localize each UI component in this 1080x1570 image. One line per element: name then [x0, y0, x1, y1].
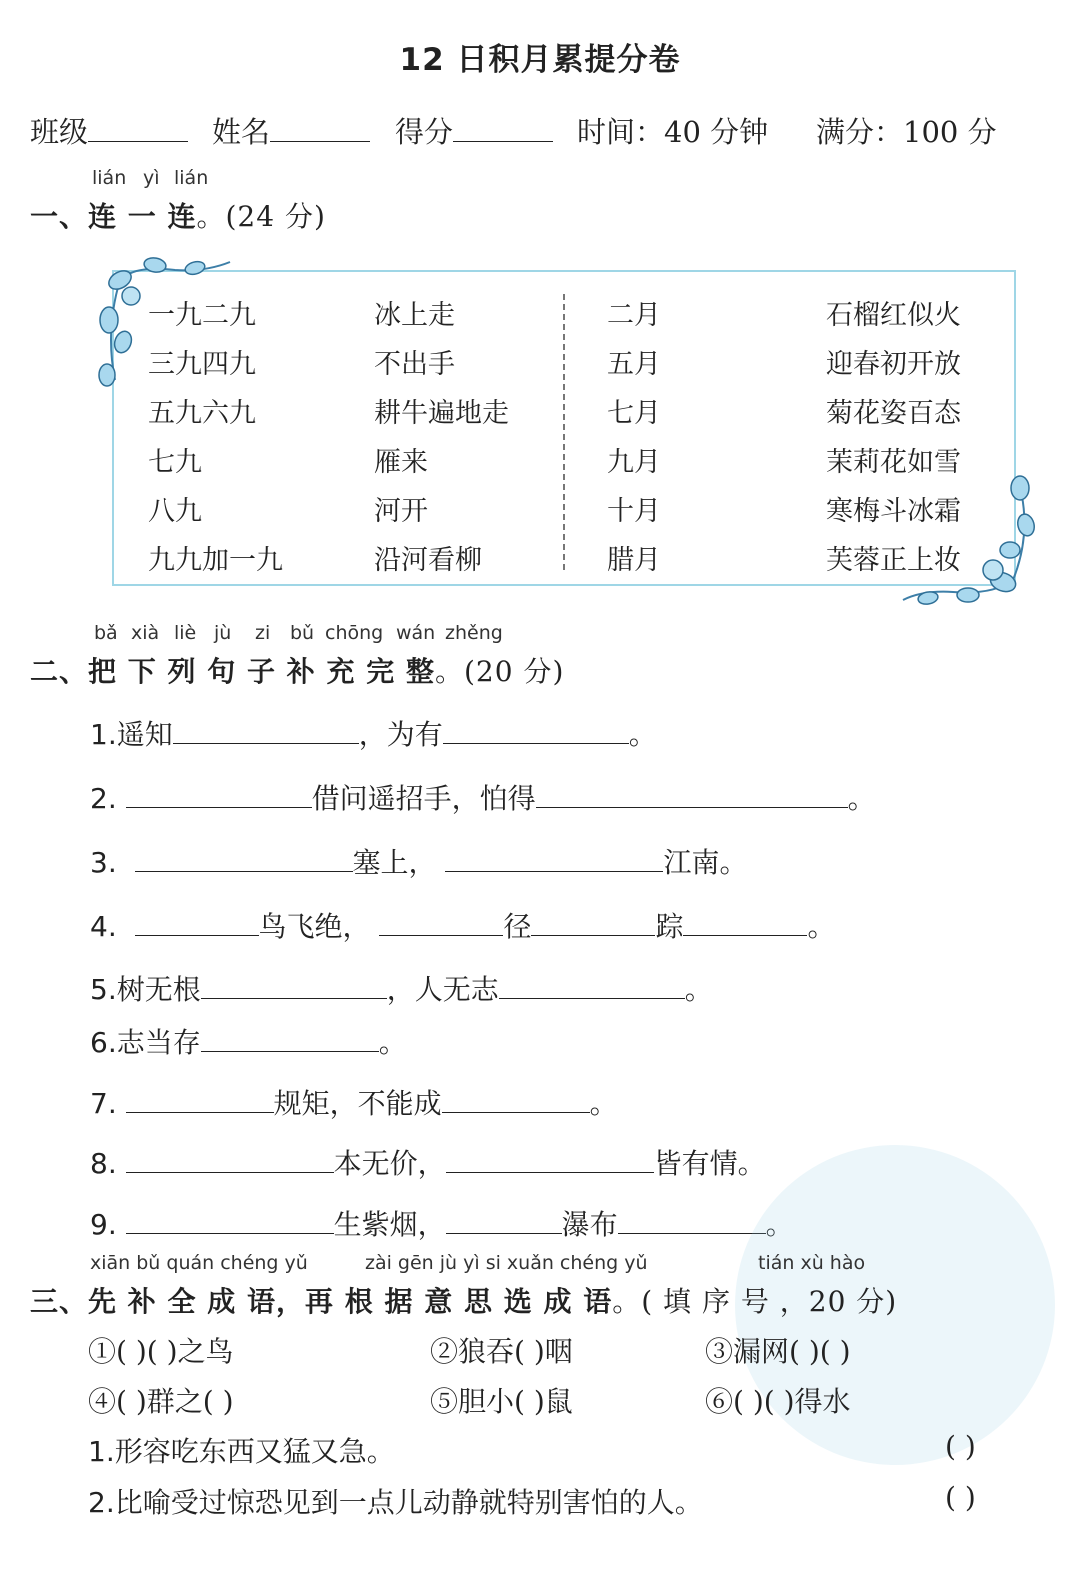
section1-pinyin-2: yì — [143, 167, 160, 189]
match-left-item[interactable]: 三九四九 — [148, 349, 256, 380]
match-left-answer[interactable]: 河开 — [374, 496, 428, 527]
section2-pinyin-2: xià — [131, 622, 160, 644]
class-label: 班级 — [30, 115, 89, 149]
answer-blank[interactable] — [201, 1050, 379, 1052]
match-left-answer[interactable]: 不出手 — [374, 349, 455, 380]
answer-blank[interactable] — [135, 934, 259, 936]
question-6: 6.志当存 。 — [90, 1026, 407, 1059]
question-1: 1.遥知 ，为有 。 — [90, 718, 657, 751]
answer-paren-2[interactable]: ( ) — [945, 1481, 976, 1514]
answer-blank[interactable] — [443, 742, 629, 744]
question-9: 9. 生紫烟， 瀑布 。 — [90, 1208, 794, 1241]
section2-pinyin-3: liè — [174, 622, 197, 644]
match-left-answer[interactable]: 耕牛遍地走 — [374, 398, 509, 429]
answer-blank[interactable] — [126, 1171, 334, 1173]
section2-pinyin-9: zhěng — [445, 622, 503, 644]
match-right-answer[interactable]: 芙蓉正上妆 — [826, 545, 961, 576]
match-left-answer[interactable]: 雁来 — [374, 447, 428, 478]
match-right-answer[interactable]: 石榴红似火 — [826, 300, 961, 331]
page-title: 12 日积月累提分卷 — [399, 42, 681, 78]
match-right-answer[interactable]: 茉莉花如雪 — [826, 447, 961, 478]
answer-blank[interactable] — [536, 806, 848, 808]
idiom-item[interactable]: ④( )群之( ) — [88, 1385, 234, 1418]
match-right-item[interactable]: 九月 — [607, 447, 661, 478]
answer-blank[interactable] — [379, 934, 503, 936]
answer-blank[interactable] — [531, 934, 655, 936]
answer-blank[interactable] — [446, 1232, 562, 1234]
match-left-answer[interactable]: 沿河看柳 — [374, 545, 482, 576]
answer-blank[interactable] — [683, 934, 807, 936]
section3-title: 三、先 补 全 成 语，再 根 据 意 思 选 成 语 — [30, 1285, 613, 1318]
question-5: 5.树无根 ，人无志 。 — [90, 973, 713, 1006]
answer-blank[interactable] — [126, 1111, 274, 1113]
answer-blank[interactable] — [446, 1171, 654, 1173]
section3-pinyin-3: tián xù hào — [758, 1252, 866, 1274]
question-8: 8. 本无价， 皆有情。 — [90, 1147, 766, 1180]
match-right-item[interactable]: 十月 — [607, 496, 661, 527]
section3-points: 。( 填 序 号 ，20 分) — [612, 1285, 898, 1318]
section2-pinyin-7: chōng — [325, 622, 384, 644]
section1-pinyin-1: lián — [92, 167, 127, 189]
answer-blank[interactable] — [618, 1232, 766, 1234]
section2-pinyin-4: jù — [214, 622, 232, 644]
name-field[interactable] — [212, 110, 370, 151]
section1-title: 一、连 一 连 — [30, 200, 197, 233]
answer-blank[interactable] — [126, 806, 312, 808]
match-right-item[interactable]: 二月 — [607, 300, 661, 331]
full-score-info: 满分：100 分 — [816, 115, 997, 149]
answer-blank[interactable] — [201, 997, 387, 999]
score-label: 得分 — [395, 115, 454, 149]
score-field[interactable] — [395, 110, 553, 151]
column-divider — [563, 294, 565, 570]
idiom-item[interactable]: ②狼吞( )咽 — [430, 1335, 573, 1368]
section2-points: 。(20 分) — [435, 655, 565, 688]
section2-title: 二、把 下 列 句 子 补 充 完 整 — [30, 655, 435, 688]
match-right-answer[interactable]: 寒梅斗冰霜 — [826, 496, 961, 527]
answer-blank[interactable] — [173, 742, 359, 744]
match-left-item[interactable]: 五九六九 — [148, 398, 256, 429]
section2-pinyin-1: bǎ — [94, 622, 118, 644]
section2-pinyin-6: bǔ — [290, 622, 315, 644]
answer-blank[interactable] — [135, 870, 353, 872]
match-left-item[interactable]: 一九二九 — [148, 300, 256, 331]
match-right-item[interactable]: 腊月 — [607, 545, 661, 576]
match-left-answer[interactable]: 冰上走 — [374, 300, 455, 331]
answer-paren-1[interactable]: ( ) — [945, 1430, 976, 1463]
idiom-item[interactable]: ⑤胆小( )鼠 — [430, 1385, 573, 1418]
idiom-item[interactable]: ⑥( )( )得水 — [705, 1385, 851, 1418]
match-left-item[interactable]: 七九 — [148, 447, 202, 478]
section2-pinyin-5: zi — [255, 622, 271, 644]
section3-heading — [30, 1280, 897, 1320]
answer-blank[interactable] — [499, 997, 685, 999]
question-4: 4. 鸟飞绝， 径 踪 。 — [90, 910, 836, 943]
question-2: 2. 借问遥招手，怕得 。 — [90, 782, 876, 815]
section2-pinyin-8: wán — [396, 622, 436, 644]
match-right-item[interactable]: 五月 — [607, 349, 661, 380]
match-right-answer[interactable]: 菊花姿百态 — [826, 398, 961, 429]
question-7: 7. 规矩，不能成 。 — [90, 1087, 618, 1120]
name-label: 姓名 — [212, 115, 271, 149]
idiom-item[interactable]: ③漏网( )( ) — [705, 1335, 851, 1368]
section1-pinyin-3: lián — [174, 167, 209, 189]
match-right-item[interactable]: 七月 — [607, 398, 661, 429]
meaning-question-1: 1.形容吃东西又猛又急。 — [88, 1435, 395, 1468]
section1-points: 。(24 分) — [196, 200, 326, 233]
answer-blank[interactable] — [126, 1232, 334, 1234]
time-info: 时间：40 分钟 — [577, 115, 769, 149]
section3-pinyin-1: xiān bǔ quán chéng yǔ — [90, 1252, 308, 1274]
section2-heading — [30, 650, 564, 690]
section1-heading — [30, 195, 326, 235]
meaning-question-2: 2.比喻受过惊恐见到一点儿动静就特别害怕的人。 — [88, 1486, 703, 1519]
section3-pinyin-2: zài gēn jù yì si xuǎn chéng yǔ — [365, 1252, 648, 1274]
match-left-item[interactable]: 八九 — [148, 496, 202, 527]
match-right-answer[interactable]: 迎春初开放 — [826, 349, 961, 380]
class-field[interactable] — [30, 110, 188, 151]
idiom-item[interactable]: ①( )( )之鸟 — [88, 1335, 234, 1368]
answer-blank[interactable] — [442, 1111, 590, 1113]
question-3: 3. 塞上， 江南。 — [90, 846, 748, 879]
match-left-item[interactable]: 九九加一九 — [148, 545, 283, 576]
answer-blank[interactable] — [445, 870, 663, 872]
